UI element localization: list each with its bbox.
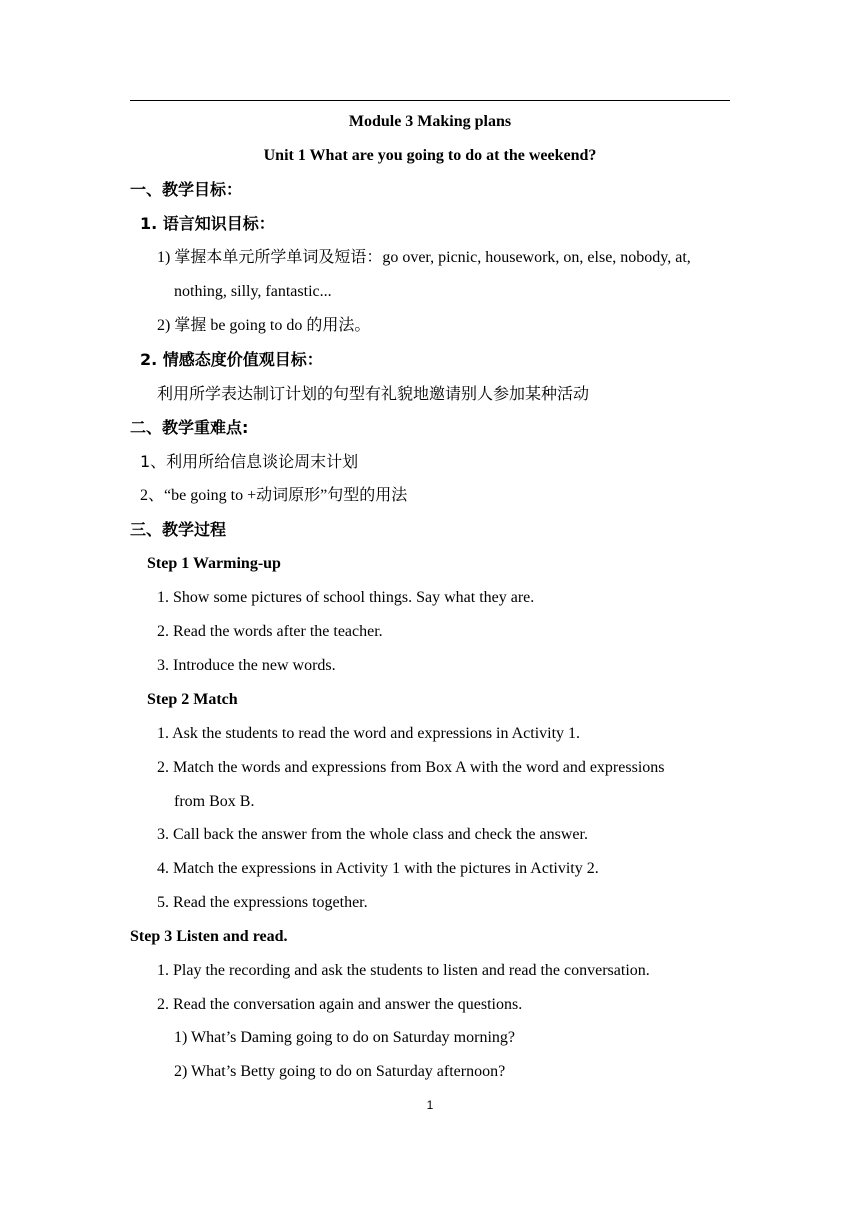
subheading-emotional-values: 2. 情感态度价值观目标： [140, 350, 323, 369]
step-1-item: 2. Read the words after the teacher. [157, 623, 383, 640]
section-heading-key-points: 二、教学重难点: [130, 418, 249, 437]
step-2-heading: Step 2 Match [147, 691, 238, 708]
key-point-2: 2、“be going to +动词原形”句型的用法 [140, 487, 408, 504]
step-3-question: 1) What’s Daming going to do on Saturday morning? [174, 1029, 515, 1046]
document-subtitle: Unit 1 What are you going to do at the weekend? [263, 147, 597, 164]
section-heading-procedure: 三、教学过程 [130, 520, 227, 539]
step-3-item: 2. Read the conversation again and answer the questions. [157, 996, 523, 1013]
header-rule [130, 100, 730, 101]
page-number: 1 [426, 1098, 434, 1112]
step-3-heading: Step 3 Listen and read. [130, 928, 288, 945]
step-3-question: 2) What’s Betty going to do on Saturday afternoon? [174, 1063, 506, 1080]
document-title: Module 3 Making plans [348, 113, 512, 130]
objective-item-1-line-1: 1) 掌握本单元所学单词及短语：go over, picnic, housework, on, else, nobody, at, [157, 249, 691, 266]
step-1-item: 1. Show some pictures of school things. Say what they are. [157, 589, 535, 606]
step-2-item: 1. Ask the students to read the word and expressions in Activity 1. [157, 725, 581, 742]
step-2-item: 4. Match the expressions in Activity 1 with the pictures in Activity 2. [157, 860, 599, 877]
step-2-item: 2. Match the words and expressions from Box A with the word and expressions [157, 759, 665, 776]
objective-item-2: 2) 掌握 be going to do 的用法。 [157, 317, 371, 334]
step-1-item: 3. Introduce the new words. [157, 657, 336, 674]
key-point-1: 1、利用所给信息谈论周末计划 [140, 452, 359, 471]
step-3-item: 1. Play the recording and ask the students to listen and read the conversation. [157, 962, 650, 979]
subheading-language-knowledge: 1. 语言知识目标： [140, 214, 275, 233]
objective-item-1-line-2: nothing, silly, fantastic... [174, 283, 332, 300]
step-2-item: 5. Read the expressions together. [157, 894, 368, 911]
emotional-values-text: 利用所学表达制订计划的句型有礼貌地邀请别人参加某种活动 [157, 384, 590, 403]
step-1-heading: Step 1 Warming-up [147, 555, 281, 572]
step-2-item-continuation: from Box B. [174, 793, 255, 810]
step-2-item: 3. Call back the answer from the whole class and check the answer. [157, 826, 588, 843]
section-heading-objectives: 一、教学目标： [130, 180, 243, 199]
